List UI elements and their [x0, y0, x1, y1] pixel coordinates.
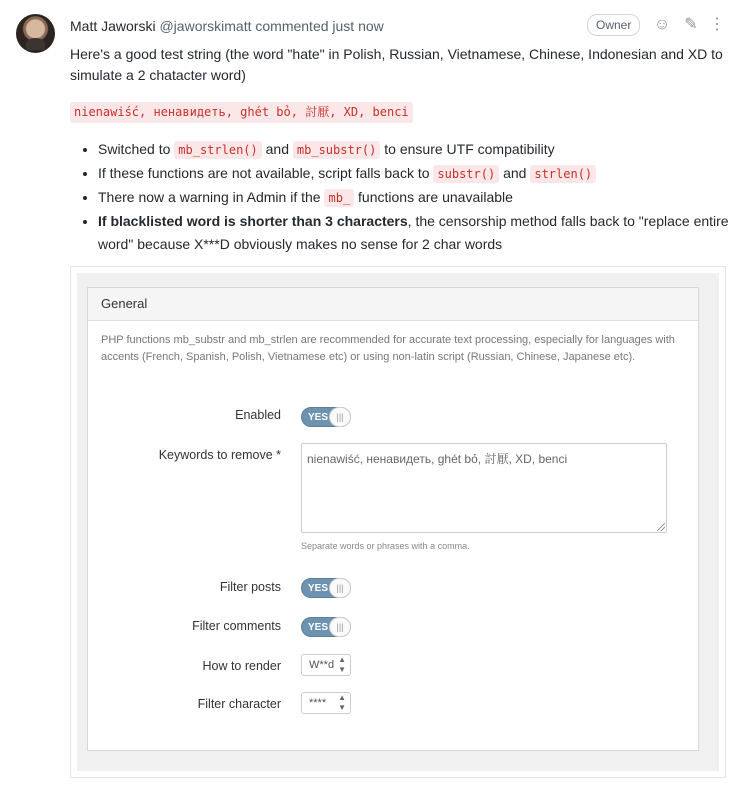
keywords-value: nienawiść, ненавидеть, ghét bỏ, 討厭, XD, benci — [307, 452, 568, 466]
inline-code: mb_substr() — [293, 141, 380, 159]
author-login[interactable]: @jaworskimatt — [159, 18, 252, 34]
select-arrows-icon: ▲ ▼ — [338, 693, 346, 712]
enabled-label: Enabled — [235, 408, 281, 422]
toggle-knob-icon: ||| — [329, 617, 351, 637]
list-text: , the censorship method falls back to "replace entire word" because X***D obviously makes no sense for 2 char words — [98, 213, 729, 252]
avatar[interactable] — [16, 14, 55, 53]
owner-badge: Owner — [587, 14, 640, 36]
list-text: to ensure UTF compatibility — [380, 141, 555, 157]
comment-action: commented just now — [255, 18, 384, 34]
char-select[interactable] — [301, 692, 351, 714]
embedded-screenshot — [70, 266, 726, 778]
list-text: If these functions are not available, script falls back to — [98, 165, 434, 181]
list-text: There now a warning in Admin if the — [98, 189, 325, 205]
toggle-knob-icon: ||| — [329, 407, 351, 427]
comment-header — [70, 16, 384, 36]
list-item — [98, 138, 741, 162]
keywords-label: Keywords to remove * — [158, 448, 281, 462]
author-name[interactable]: Matt Jaworski — [70, 18, 156, 34]
filter-comments-label: Filter comments — [192, 619, 281, 633]
comment-intro: Here's a good test string (the word "hate" in Polish, Russian, Vietnamese, Chinese, Indonesian and XD to simulate a 2 chatacter word) — [70, 46, 723, 83]
screenshot-background — [77, 273, 719, 771]
render-label: How to render — [202, 659, 281, 673]
settings-panel — [87, 287, 699, 751]
list-item — [98, 210, 741, 256]
filter-posts-label: Filter posts — [219, 580, 281, 594]
filter-comments-toggle[interactable] — [301, 617, 351, 637]
list-text: and — [499, 165, 531, 181]
list-bold-text: If blacklisted word is shorter than 3 characters — [98, 213, 408, 229]
smiley-icon[interactable]: ☺ — [653, 16, 671, 33]
char-value: **** — [309, 697, 327, 709]
panel-title: General — [88, 288, 698, 321]
inline-code: mb_strlen() — [174, 141, 261, 159]
char-label: Filter character — [197, 697, 281, 711]
list-item — [98, 162, 741, 186]
toggle-yes-text: YES — [308, 583, 329, 594]
toggle-knob-icon: ||| — [329, 578, 351, 598]
toggle-yes-text: YES — [308, 412, 329, 423]
inline-code: substr() — [433, 165, 499, 183]
render-value: W**d — [309, 659, 335, 671]
pencil-icon[interactable]: ✎ — [684, 16, 698, 33]
list-text: and — [261, 141, 293, 157]
help-text: PHP functions mb_substr and mb_strlen are recommended for accurate text processing, especially for languages with accents (French, Spanish, Polish, Vietnamese etc) or using non-latin script (Russian, Chinese, Japanese etc). — [101, 334, 675, 363]
filter-posts-toggle[interactable] — [301, 578, 351, 598]
keywords-hint: Separate words or phrases with a comma. — [301, 541, 470, 551]
kebab-icon[interactable]: ⋮ — [709, 16, 725, 33]
list-text: Switched to — [98, 141, 175, 157]
test-string: nienawiść, ненавидеть, ghét bỏ, 討厭, XD, benci — [70, 102, 413, 123]
toggle-yes-text: YES — [308, 622, 329, 633]
bullet-list — [70, 138, 741, 256]
render-select[interactable] — [301, 654, 351, 676]
list-item — [98, 186, 741, 210]
resize-grip-icon[interactable] — [657, 523, 665, 531]
enabled-toggle[interactable] — [301, 407, 351, 427]
select-arrows-icon: ▲ ▼ — [338, 655, 346, 674]
inline-code: strlen() — [530, 165, 596, 183]
inline-code: mb_ — [324, 189, 354, 207]
keywords-textarea[interactable] — [301, 443, 667, 533]
list-text: functions are unavailable — [354, 189, 513, 205]
